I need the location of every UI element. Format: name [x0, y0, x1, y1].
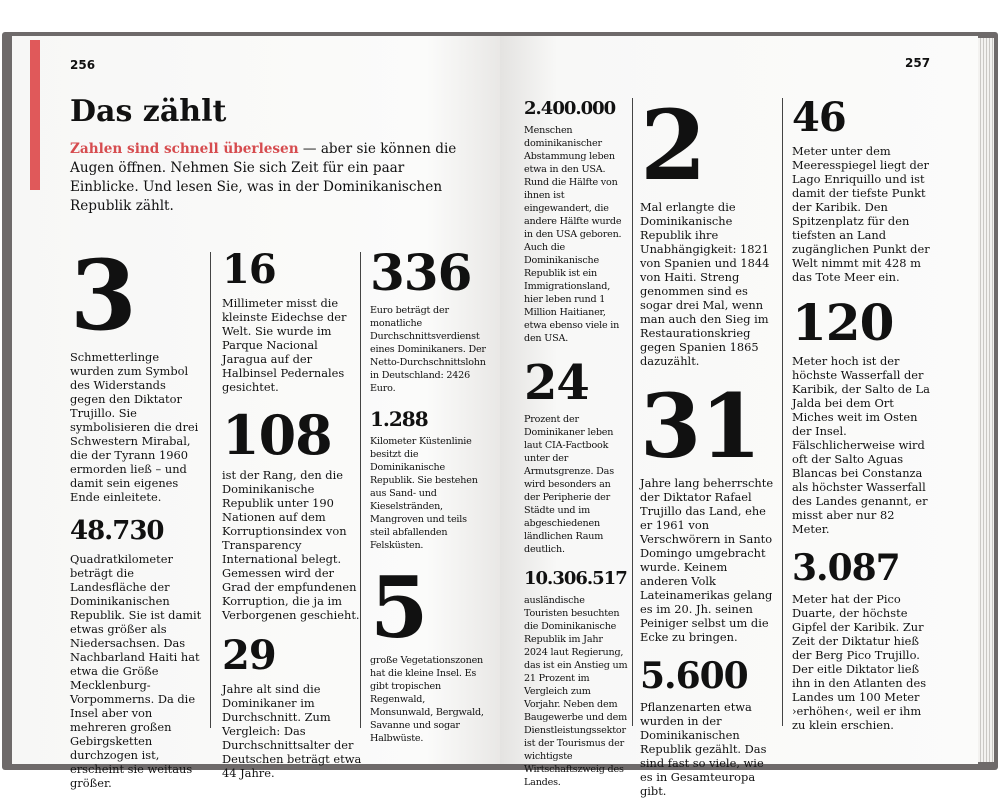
fact-text: Jahre lang beherrschte der Diktator Rafael Trujillo das Land, ehe er 1961 von Verschwörern in Santo Domingo umgebracht wurde. Keinem anderen Volk Lateinamerikas gelang es im 20. Jh. seinen Peiniger selbst um die Ecke zu bringen. [640, 476, 774, 644]
fact-column-1 [70, 239, 202, 804]
fact-text: Prozent der Dominikaner leben laut CIA-Factbook unter der Armutsgrenze. Das wird besonders an der Peripherie der Städte und im abgeschiedenen ländlichen Raum deutlich. [524, 414, 614, 555]
fact-item [370, 558, 488, 745]
fact-item [640, 89, 778, 368]
fact-item [792, 293, 930, 536]
fact-number: 108 [222, 403, 332, 467]
fact-item [370, 409, 488, 552]
fact-text: Schmetterlinge wurden zum Symbol des Widerstands gegen den Diktator Trujillo. Sie symbolisieren die drei Schwestern Mirabal, die der Tyrann 1960 ermorden ließ – und damit sein eigenes Ende einleitete. [70, 350, 199, 504]
page-number-left: 256 [70, 58, 96, 72]
fact-column-3 [370, 243, 488, 759]
intro-paragraph [70, 140, 470, 216]
fact-text: ausländische Touristen besuchten die Dominikanische Republik im Jahr 2024 laut Regierung, das ist ein Anstieg um 21 Prozent im Vergleich zum Vorjahr. Neben dem Baugewerbe und dem Dienstleistungssektor ist der Tourismus der wichtigste Wirtschaftszweig des Landes. [524, 595, 628, 788]
fact-text: Pflanzenarten etwa wurden in der Dominikanischen Republik gezählt. Das sind fast so viele, wie es in Gesamteuropa gibt. [640, 700, 767, 798]
fact-number: 5.600 [640, 655, 748, 697]
left-page [12, 36, 500, 790]
fact-column-5 [640, 89, 778, 812]
fact-item [640, 655, 778, 798]
fact-text: ist der Rang, den die Dominikanische Republik unter 190 Nationen auf dem Korruptionsindex von Transparency International belegt. Gemessen wird der Grad der empfundenen Korruption, die ja im Verborgenen geschieht. [222, 468, 360, 622]
fact-text: Meter unter dem Meeresspiegel liegt der Lago Enriquillo und ist damit der tiefste Punkt der Karibik. Den Spitzenplatz für den tiefsten an Land zugänglichen Punkt der Welt nimmt mit 428 m das Tote Meer ein. [792, 144, 930, 284]
fact-item [70, 518, 202, 790]
intro-highlight: Zahlen sind schnell überlesen [70, 141, 299, 157]
fact-item [222, 246, 362, 394]
fact-number: 1.288 [370, 407, 428, 431]
fact-column-6 [792, 94, 930, 746]
fact-text: Jahre alt sind die Dominikaner im Durchschnitt. Zum Vergleich: Das Durchschnittsalter der Deutschen beträgt etwa 44 Jahre. [222, 682, 362, 780]
fact-number: 48.730 [70, 516, 164, 546]
fact-number: 3.087 [792, 547, 900, 589]
fact-number: 2 [640, 89, 706, 202]
fact-number: 29 [222, 632, 276, 679]
fact-item [524, 355, 628, 556]
fact-text: Quadratkilometer beträgt die Landesfläche der Dominikanischen Republik. Sie ist damit etwas größer als Niedersachsen. Das Nachbarland Haiti hat etwa die Größe Mecklenburg-Vorpommerns. Da die Insel aber von mehreren großen Gebirgsketten durchzogen ist, erscheint sie weitaus größer. [70, 552, 202, 790]
fact-number: 10.306.517 [524, 568, 627, 589]
fact-item [792, 547, 930, 732]
fact-text: Menschen dominikanischer Abstammung leben etwa in den USA. Rund die Hälfte von ihnen ist eingewandert, die andere Hälfte wurde in den USA geboren. Auch die Dominikanische Republik ist ein Immigrationsland, hier leben rund 1 Million Haitianer, etwa ebenso viele in den USA. [524, 125, 622, 344]
fact-text: Meter hoch ist der höchste Wasserfall der Karibik, der Salto de La Jalda bei dem Ort Miches weit im Osten der Insel. Fälschlicherweise wird oft der Salto Aguas Blancas bei Constanza als höchster Wasserfall des Landes genannt, er misst aber nur 82 Meter. [792, 354, 930, 536]
fact-text: Euro beträgt der monatliche Durchschnittsverdienst eines Dominikaners. Der Netto-Durchschnittslohn in Deutschland: 2426 Euro. [370, 305, 486, 394]
fact-text: Millimeter misst die kleinste Eidechse der Welt. Sie wurde im Parque Nacional Jaragua auf der Halbinsel Pedernales gesichtet. [222, 296, 347, 394]
fact-number: 46 [792, 94, 846, 141]
column-divider [632, 98, 633, 726]
fact-item [792, 94, 930, 284]
fact-item [640, 374, 778, 644]
fact-column-2 [222, 246, 362, 794]
fact-number: 120 [792, 293, 894, 352]
fact-item [370, 243, 488, 395]
open-book [0, 32, 1000, 798]
fact-number: 16 [222, 246, 276, 293]
fact-number: 5 [370, 558, 428, 657]
fact-number: 31 [640, 374, 761, 478]
fact-column-4 [524, 100, 628, 803]
red-accent-bar [30, 40, 40, 190]
fact-item [70, 239, 202, 504]
intro-text: — aber sie können die Augen öffnen. Nehmen Sie sich Zeit für ein paar Einblicke. Und lesen Sie, was in der Dominikanischen Republik zählt. [70, 141, 457, 214]
page-number-right: 257 [905, 56, 931, 70]
page-edges [978, 38, 994, 762]
fact-item [524, 100, 628, 345]
fact-text: Mal erlangte die Dominikanische Republik ihre Unabhängigkeit: 1821 von Spanien und 1844 von Haiti. Streng genommen sind es sogar drei Mal, wenn man auch den Sieg im Restaurationskrieg gegen Spanien 1865 dazuzählt. [640, 200, 770, 368]
fact-number: 336 [370, 243, 472, 302]
fact-text: Meter hat der Pico Duarte, der höchste Gipfel der Karibik. Zur Zeit der Diktatur hieß der Berg Pico Trujillo. Der eitle Diktator ließ ihn in den Atlanten des Landes um 100 Meter ›erhöhen‹, weil er ihm zu klein erschien. [792, 592, 927, 732]
column-divider [782, 98, 783, 726]
fact-item [524, 570, 628, 789]
fact-number: 3 [70, 239, 136, 352]
fact-text: Kilometer Küstenlinie besitzt die Dominikanische Republik. Sie bestehen aus Sand- und Kieselstränden, Mangroven und teils steil abfallenden Felsküsten. [370, 436, 478, 551]
fact-text: große Vegetationszonen hat die kleine Insel. Es gibt tropischen Regenwald, Monsunwald, Bergwald, Savanne und sogar Halbwüste. [370, 655, 484, 744]
page-title: Das zählt [70, 94, 227, 129]
column-divider [210, 252, 211, 728]
column-divider [360, 252, 361, 728]
fact-number: 2.400.000 [524, 98, 616, 119]
right-page [500, 36, 978, 798]
fact-item [222, 403, 362, 622]
fact-number: 24 [524, 355, 589, 411]
fact-item [222, 632, 362, 780]
